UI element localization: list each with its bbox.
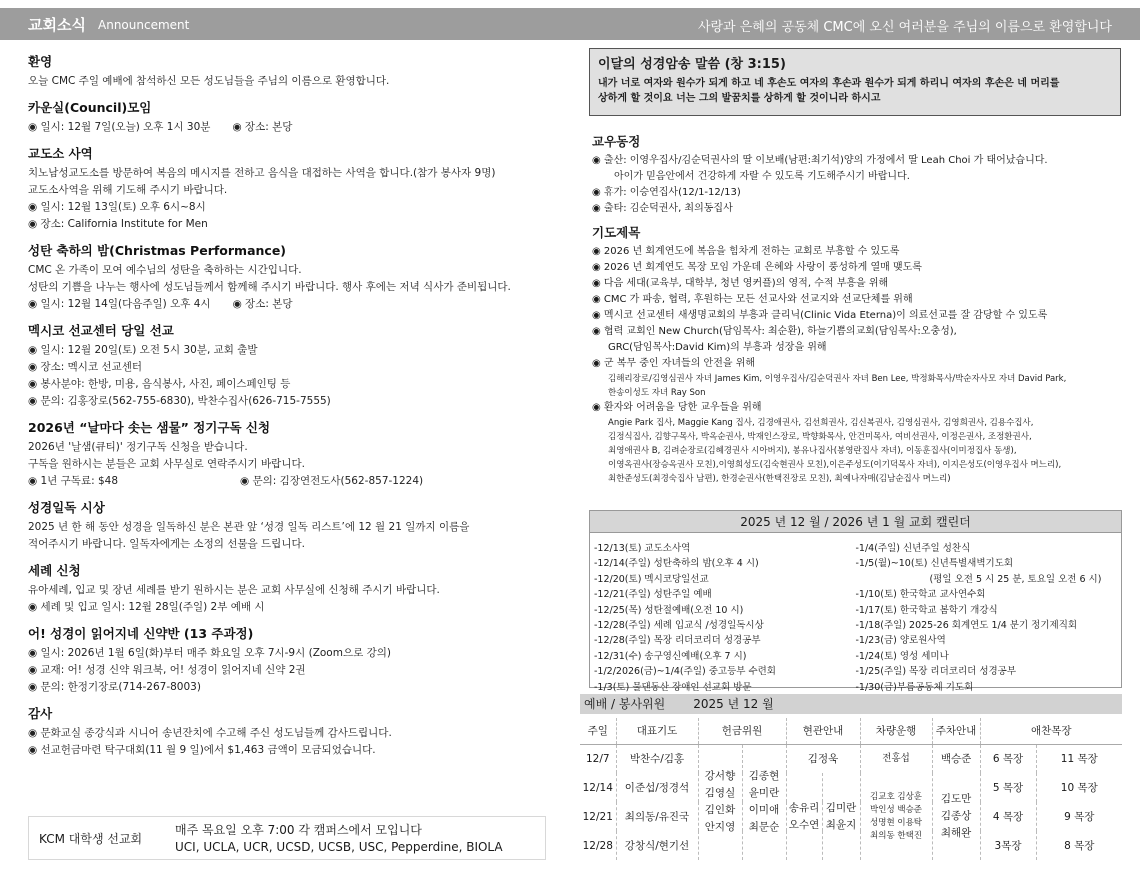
- section-text: ◉ 봉사분야: 한방, 미용, 음식봉사, 사진, 페이스페인팅 등: [28, 378, 291, 390]
- car-cell: 전홍섭: [860, 744, 932, 773]
- calendar-item: -1/10(토) 한국학교 교사연수회: [855, 589, 986, 601]
- calendar-item: -12/28(주일) 목장 리더코리더 성경공부: [594, 635, 761, 647]
- section-text: ◉ 일시: 12월 13일(토) 오후 6시~8시: [28, 201, 206, 213]
- prayer-cell: 최의동/유진국: [616, 802, 698, 831]
- section-title: 환영: [28, 54, 53, 69]
- parking-cell: 백승준: [932, 744, 980, 773]
- meal-cell: 3목장: [980, 831, 1036, 860]
- section-text: ◉ 장소: California Institute for Men: [28, 218, 208, 230]
- section-title: 교도소 사역: [28, 146, 93, 161]
- col-header: 헌금위원: [698, 718, 786, 744]
- section-subscription: [28, 418, 558, 490]
- table-row: [580, 773, 1122, 802]
- col-header: 애찬목장: [980, 718, 1122, 744]
- meal-cell: 9 목장: [1064, 811, 1095, 823]
- members-title: 교우동정: [592, 134, 641, 149]
- prayer-military: ◉ 군 복무 중인 자녀들의 안전을 위해: [592, 358, 756, 369]
- col-header: 현관안내: [786, 718, 860, 744]
- date-cell: 12/28: [580, 831, 616, 860]
- members-birth: ◉ 출산: 이영우집사/김순덕권사의 딸 이보배(남편:최기석)양의 가정에서 딸 Leah Choi 가 태어났습니다.: [592, 155, 1048, 166]
- col-header: 대표기도: [616, 718, 698, 744]
- prayer-sick-names: 이영옥권사(장승옥권사 모친),이영희성도(김숙현권사 모친),이은주성도(이기덕목사 자녀), 이지은성도(이영우집사 며느리),: [608, 460, 1062, 470]
- kcm-name: KCM 대학생 선교회: [39, 832, 143, 846]
- prayer-sick: ◉ 환자와 어려움을 당한 교우들을 위해: [592, 402, 762, 413]
- section-christmas: [28, 241, 558, 313]
- calendar-item: -1/23(금) 양로원사역: [855, 635, 946, 647]
- calendar-item: -12/13(토) 교도소사역: [594, 543, 691, 554]
- section-bible-reading: [28, 498, 558, 553]
- prayer-cell: 이준섭/정경석: [616, 773, 698, 802]
- header-bar: [0, 8, 1140, 40]
- calendar-col-right: [856, 541, 1118, 695]
- members-leave: ◉ 휴가: 이승연집사(12/1-12/13): [592, 187, 741, 198]
- calendar-item: -1/24(토) 영성 세미나: [855, 650, 949, 662]
- members-birth-note: 아이가 믿음안에서 건강하게 자랄 수 있도록 기도해주시기 바랍니다.: [614, 171, 910, 182]
- section-text: ◉ 일시: 12월 7일(오늘) 오후 1시 30분 ◉ 장소: 본당: [28, 121, 293, 133]
- section-text: ◉ 일시: 2026년 1월 6일(화)부터 매주 화요일 오후 7시-9시 (Zoom으로 강의): [28, 647, 391, 659]
- meal-cell: 5 목장: [980, 773, 1036, 802]
- section-text: ◉ 일시: 12월 14일(다음주일) 오후 4시 ◉ 장소: 본당: [28, 298, 293, 310]
- prayer-item: ◉ 협력 교회인 New Church(담임목사: 최순환), 하늘기쁨의교회(담임목사:오충성),: [592, 326, 957, 337]
- section-title: 멕시코 선교센터 당일 선교: [28, 323, 174, 338]
- prayer-item: ◉ CMC 가 파송, 협력, 후원하는 모든 선교사와 선교지와 선교단체를 위해: [592, 294, 913, 305]
- verse-line: 상하게 할 것이요 너는 그의 발꿈치를 상하게 할 것이니라 하시고: [598, 93, 881, 104]
- calendar-item: -12/25(목) 성탄절예배(오전 10 시): [594, 604, 744, 616]
- calendar-item: -1/18(주일) 2025-26 회계연도 1/4 분기 정기제직회: [855, 620, 1078, 632]
- calendar-item: -12/21(주일) 성탄주일 예배: [594, 589, 712, 601]
- prayer-sick-names: Angie Park 집사, Maggie Kang 집사, 김경애권사, 김선희권사, 김신복권사, 김영심권사, 김영희권사, 김용수집사,: [608, 418, 1034, 428]
- prayer-item: ◉ 2026 년 회계연도 목장 모임 가운데 은혜와 사랑이 풍성하게 열매 맺도록: [592, 262, 922, 273]
- door-cell: 송유리 오수연: [786, 773, 822, 860]
- section-council: [28, 98, 558, 136]
- section-text: CMC 온 가족이 모여 예수님의 성탄을 축하하는 시간입니다.: [28, 264, 302, 276]
- section-text: 교도소사역을 위해 기도해 주시기 바랍니다.: [28, 184, 228, 196]
- prayer-cell: 강창식/현기선: [616, 831, 698, 860]
- section-text: 2025 년 한 해 동안 성경을 일독하신 분은 본관 앞 ‘성경 일독 리스트’에 12 월 21 일까지 이름을: [28, 521, 470, 533]
- calendar-item: -1/5(월)~10(토) 신년특별새벽기도회: [855, 558, 1014, 570]
- calendar-item: -12/14(주일) 성탄축하의 밤(오후 4 시): [594, 558, 759, 570]
- section-welcome: [28, 52, 558, 90]
- section-prison: [28, 144, 558, 233]
- col-header: 주차안내: [932, 718, 980, 744]
- prayer-military-names: 김해리장로/김영심권사 자녀 James Kim, 이영우집사/김순덕권사 자녀 Ben Lee, 박정화목사/박순자사모 자녀 David Park,: [608, 374, 1067, 384]
- calendar-item: -1/17(토) 한국학교 봄학기 개강식: [855, 604, 998, 616]
- prayer-item: ◉ 2026 년 회계연도에 복음을 힘차게 전하는 교회로 부흥할 수 있도록: [592, 246, 900, 257]
- right-column: [592, 128, 1122, 486]
- section-title: 세례 신청: [28, 563, 81, 578]
- service-title: 예배 / 봉사위원: [584, 697, 666, 711]
- meal-cell: 8 목장: [1064, 840, 1095, 852]
- date-cell: 12/7: [580, 744, 616, 773]
- header-title-en: Announcement: [98, 18, 190, 32]
- door-cell: 김미란 최윤지: [822, 773, 860, 860]
- section-text: ◉ 세례 및 입교 일시: 12월 28일(주일) 2부 예배 시: [28, 601, 265, 613]
- service-header-row: [580, 718, 1122, 744]
- prayer-military-names: 한송이성도 자녀 Ray Son: [608, 388, 706, 398]
- section-text: ◉ 문의: 한정기장로(714-267-8003): [28, 681, 201, 693]
- prayer-sick-names: 최영애권사 B, 김려순장로(김혜경권사 시아버지), 봉유나집사(봉영란집사 자녀), 이동훈집사(이미정집사 동생),: [608, 446, 1017, 456]
- prayer-sick-names: 김정식집사, 김향구목사, 박옥순권사, 박재인스장로, 박향화목사, 안건미목사, 여비선권사, 이정은권사, 조정환권사,: [608, 432, 1032, 442]
- left-column: [28, 48, 558, 767]
- section-nt-class: [28, 624, 558, 696]
- church-calendar: [589, 510, 1122, 693]
- kcm-box: [28, 816, 546, 860]
- meal-cell: 6 목장: [980, 744, 1036, 773]
- header-welcome: 사랑과 은혜의 공동체 CMC에 오신 여러분을 주님의 이름으로 환영합니다: [697, 20, 1112, 35]
- car-cell: 김교호 김상훈 박인성 백승준 성명현 이용탁 최의동 한택진: [860, 773, 932, 860]
- prayer-item: ◉ 멕시코 선교센터 새생명교회의 부흥과 클리닉(Clinic Vida Eterna)이 의료선교를 잘 감당할 수 있도록: [592, 310, 1048, 321]
- calendar-col-left: [594, 541, 856, 695]
- meal-cell: 11 목장: [1060, 753, 1098, 766]
- meal-cell: 4 목장: [980, 802, 1036, 831]
- section-text: ◉ 교재: 어! 성경 신약 워크북, 어! 성경이 읽어지네 신약 2권: [28, 664, 306, 676]
- section-baptism: [28, 561, 558, 616]
- parking-cell: 김도만 김종상 최해완: [932, 773, 980, 860]
- calendar-item: -1/25(주일) 목장 리더코리더 성경공부: [855, 666, 1017, 678]
- calendar-item: -1/3(토) 물댄동산 장애인 선교회 방문: [594, 681, 752, 693]
- section-text: 2026년 '날샘(큐티)' 정기구독 신청을 받습니다.: [28, 441, 248, 453]
- calendar-item: -1/2/2026(금)~1/4(주일) 중고등부 수련회: [594, 666, 776, 678]
- section-title: 어! 성경이 읽어지네 신약반 (13 주과정): [28, 626, 254, 641]
- date-cell: 12/14: [580, 773, 616, 802]
- section-thanks: [28, 704, 558, 759]
- offering-cell: 강서향 김영실 김인화 안지영: [698, 744, 742, 860]
- calendar-item: -1/30(금)부름공동체 기도회: [855, 681, 974, 693]
- calendar-title: 2025 년 12 월 / 2026 년 1 월 교회 캘린더: [590, 511, 1121, 533]
- section-title: 카운실(Council)모임: [28, 100, 152, 115]
- calendar-item: -12/20(토) 멕시코당일선교: [594, 573, 709, 585]
- section-title: 감사: [28, 706, 53, 721]
- calendar-item: -1/4(주일) 신년주일 성찬식: [855, 543, 971, 554]
- section-text: 성탄의 기쁨을 나누는 행사에 성도님들께서 함께해 주시기 바랍니다. 행사 후에는 저녁 식사가 준비됩니다.: [28, 281, 511, 293]
- section-text: 오늘 CMC 주일 예배에 참석하신 모든 성도님들을 주님의 이름으로 환영합니다.: [28, 75, 390, 87]
- prayer-item: GRC(담임목사:David Kim)의 부흥과 성장을 위해: [608, 342, 827, 353]
- offering-cell: 김종현 윤미란 이미애 최문순: [742, 744, 786, 860]
- section-text: 구독을 원하시는 분들은 교회 사무실로 연락주시기 바랍니다.: [28, 458, 305, 470]
- section-text: 유아세례, 입교 및 장년 세례를 받기 원하시는 분은 교회 사무실에 신청해 주시기 바랍니다.: [28, 584, 440, 596]
- section-text: ◉ 1년 구독료: $48 ◉ 문의: 김장연전도사(562-857-1224): [28, 475, 424, 487]
- prayer-item: ◉ 다음 세대(교육부, 대학부, 청년 영커플)의 영적, 수적 부흥을 위해: [592, 278, 889, 289]
- kcm-time: 매주 목요일 오후 7:00 각 캠퍼스에서 모입니다: [175, 823, 422, 837]
- prayer-sick-names: 최한준성도(최경숙집사 남편), 한경순권사(한택진장로 모친), 최예나자매(김남순집사 며느리): [608, 474, 951, 484]
- calendar-item: -12/28(주일) 세례 입교식 /성경일독시상: [594, 620, 764, 632]
- section-title: 성경일독 시상: [28, 500, 105, 515]
- verse-line: 내가 너로 여자와 원수가 되게 하고 네 후손도 여자의 후손과 원수가 되게 하리니 여자의 후손은 네 머리를: [598, 78, 1060, 89]
- col-header: 차량운행: [860, 718, 932, 744]
- table-row: [580, 744, 1122, 773]
- section-title: 2026년 “날마다 솟는 샘물” 정기구독 신청: [28, 420, 271, 435]
- section-text: 적어주시기 바랍니다. 일독자에게는 소정의 선물을 드립니다.: [28, 538, 305, 550]
- verse-title: 이달의 성경암송 말씀 (창 3:15): [598, 57, 786, 72]
- memory-verse-box: [589, 48, 1121, 116]
- kcm-campuses: UCI, UCLA, UCR, UCSD, UCSB, USC, Pepperdine, BIOLA: [175, 840, 503, 854]
- calendar-item: (평일 오전 5 시 25 분, 토요일 오전 6 시): [929, 573, 1102, 585]
- section-text: ◉ 선교헌금마련 탁구대회(11 월 9 일)에서 $1,463 금액이 모금되었습니다.: [28, 744, 376, 756]
- service-month: 2025 년 12 월: [693, 697, 774, 711]
- section-text: ◉ 문화교실 종강식과 시니어 송년잔치에 수고해 주신 성도님들께 감사드립니다.: [28, 727, 392, 739]
- prayer-title: 기도제목: [592, 225, 641, 240]
- service-table: [580, 718, 1122, 860]
- section-text: ◉ 장소: 멕시코 선교센터: [28, 361, 142, 373]
- col-header: 주일: [580, 718, 616, 744]
- section-text: 치노남성교도소를 방문하여 복음의 메시지를 전하고 음식을 대접하는 사역을 합니다.(참가 봉사자 9명): [28, 167, 496, 179]
- meal-cell: 10 목장: [1060, 782, 1098, 794]
- service-header: [580, 694, 1122, 714]
- date-cell: 12/21: [580, 802, 616, 831]
- section-mexico: [28, 321, 558, 410]
- calendar-item: -12/31(수) 송구영신예배(오후 7 시): [594, 650, 747, 662]
- door-cell: 김정욱: [786, 744, 860, 773]
- prayer-cell: 박찬수/김홍: [616, 744, 698, 773]
- header-title: 교회소식: [28, 16, 86, 34]
- section-text: ◉ 문의: 김홍장로(562-755-6830), 박찬수집사(626-715-7555): [28, 395, 331, 407]
- section-text: ◉ 일시: 12월 20일(토) 오전 5시 30분, 교회 출발: [28, 344, 258, 356]
- section-title: 성탄 축하의 밤(Christmas Performance): [28, 243, 287, 258]
- members-trip: ◉ 출타: 김순덕권사, 최의동집사: [592, 203, 733, 214]
